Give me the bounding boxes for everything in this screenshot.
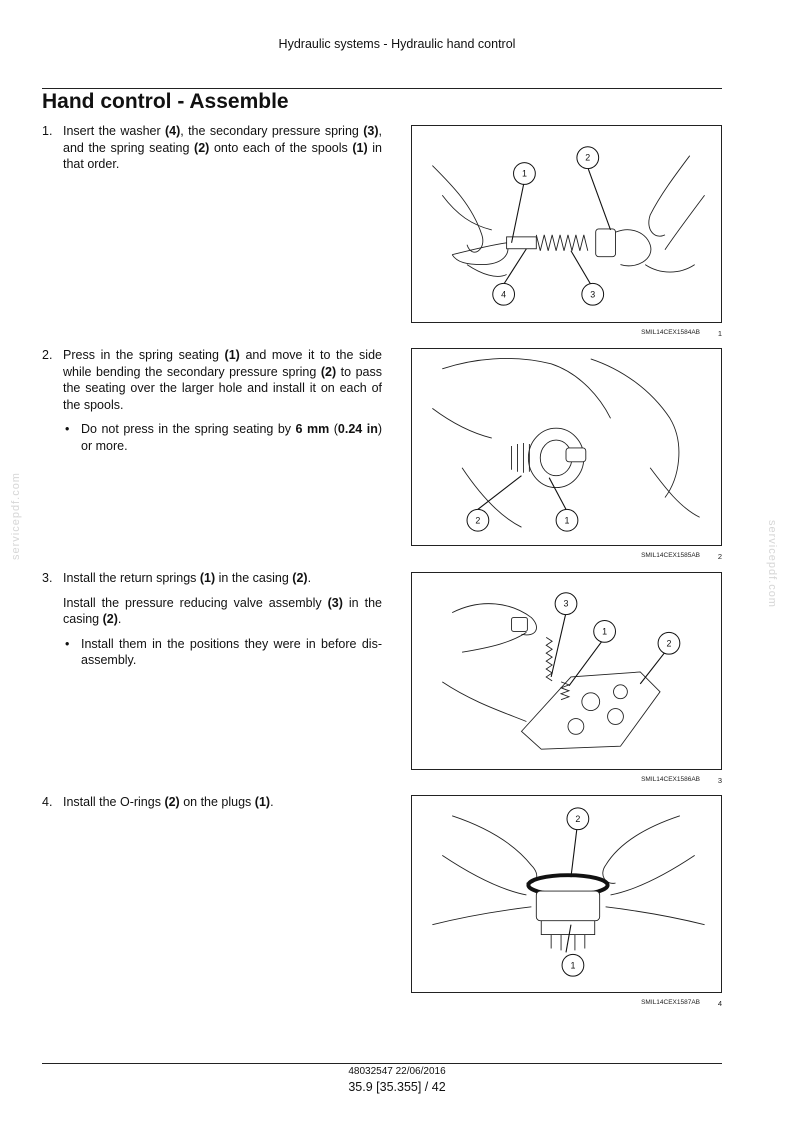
figure-code: SMIL14CEX1585AB	[641, 552, 700, 559]
header-rule	[42, 88, 722, 89]
callout-2	[658, 632, 680, 654]
figure-number: 4	[717, 999, 722, 1008]
svg-text:3: 3	[563, 598, 569, 609]
figure-code: SMIL14CEX1586AB	[641, 776, 700, 783]
figure-number: 3	[717, 776, 722, 785]
callout-1	[514, 163, 536, 185]
callout-1	[556, 509, 578, 531]
svg-text:2: 2	[475, 515, 481, 526]
figure-3-illustration	[412, 573, 721, 769]
footer-doc-number: 48032547 22/06/2016	[348, 1066, 446, 1077]
callout-2	[567, 808, 589, 830]
bullet-text: Install them in the positions they were in before dis-assembly.	[81, 636, 382, 667]
step-4	[42, 794, 382, 811]
svg-text:2: 2	[575, 813, 581, 824]
bullet-dot: •	[65, 636, 70, 651]
step-3	[42, 570, 382, 669]
step-3-text-b: Install the pressure reducing valve assembly (3) in the casing (2).	[63, 595, 382, 626]
svg-text:2: 2	[585, 152, 591, 163]
svg-text:1: 1	[564, 515, 570, 526]
step-3-bullet	[63, 636, 382, 669]
step-1	[42, 123, 382, 173]
figure-code: SMIL14CEX1584AB	[641, 329, 700, 336]
figure-4-illustration	[412, 796, 721, 992]
figure-number: 1	[717, 329, 722, 338]
callout-1	[594, 621, 616, 643]
running-header: Hydraulic systems - Hydraulic hand control	[278, 37, 516, 51]
svg-text:4: 4	[501, 289, 507, 300]
bullet-dot: •	[65, 422, 70, 436]
step-number: 4.	[42, 795, 53, 809]
figure-code: SMIL14CEX1587AB	[641, 999, 700, 1006]
figure-2-illustration	[412, 349, 721, 545]
figure-number: 2	[717, 552, 722, 561]
figure-1	[411, 125, 722, 323]
svg-text:3: 3	[590, 289, 596, 300]
callout-4	[493, 283, 515, 305]
callout-3	[582, 283, 604, 305]
svg-text:2: 2	[666, 638, 672, 649]
step-3-text-a: Install the return springs (1) in the casing (2).	[63, 571, 312, 585]
figure-4	[411, 795, 722, 993]
step-number: 3.	[42, 571, 53, 585]
bullet-text: Do not press in the spring seating by 6 mm (0.24 in) or more.	[81, 422, 383, 453]
step-number: 2.	[42, 348, 53, 362]
svg-text:1: 1	[570, 960, 576, 971]
watermark-left: servicepdf.com	[10, 472, 22, 560]
footer-page-number: 35.9 [35.355] / 42	[348, 1080, 446, 1094]
callout-3	[555, 593, 577, 615]
step-2-text: Press in the spring seating (1) and move it to the side while bending the secondary pressure spring (2) to pass the seating over the larger hole and install it on each of the spools.	[63, 348, 382, 412]
step-4-text: Install the O-rings (2) on the plugs (1).	[63, 795, 274, 809]
step-2	[42, 347, 382, 454]
step-1-text: Insert the washer (4), the secondary pressure spring (3), and the spring seating (2) onto each of the spools (1) in that order.	[63, 124, 382, 171]
svg-text:1: 1	[521, 168, 527, 179]
step-2-bullet	[63, 421, 382, 454]
svg-text:1: 1	[602, 626, 608, 637]
footer-rule	[42, 1063, 722, 1064]
step-number: 1.	[42, 124, 53, 138]
watermark-right: servicepdf.com	[766, 520, 778, 608]
figure-1-illustration	[412, 126, 721, 322]
figure-2	[411, 348, 722, 546]
figure-3	[411, 572, 722, 770]
callout-1	[562, 954, 584, 976]
callout-2	[577, 147, 599, 169]
callout-2	[467, 509, 489, 531]
section-title: Hand control - Assemble	[42, 90, 289, 113]
